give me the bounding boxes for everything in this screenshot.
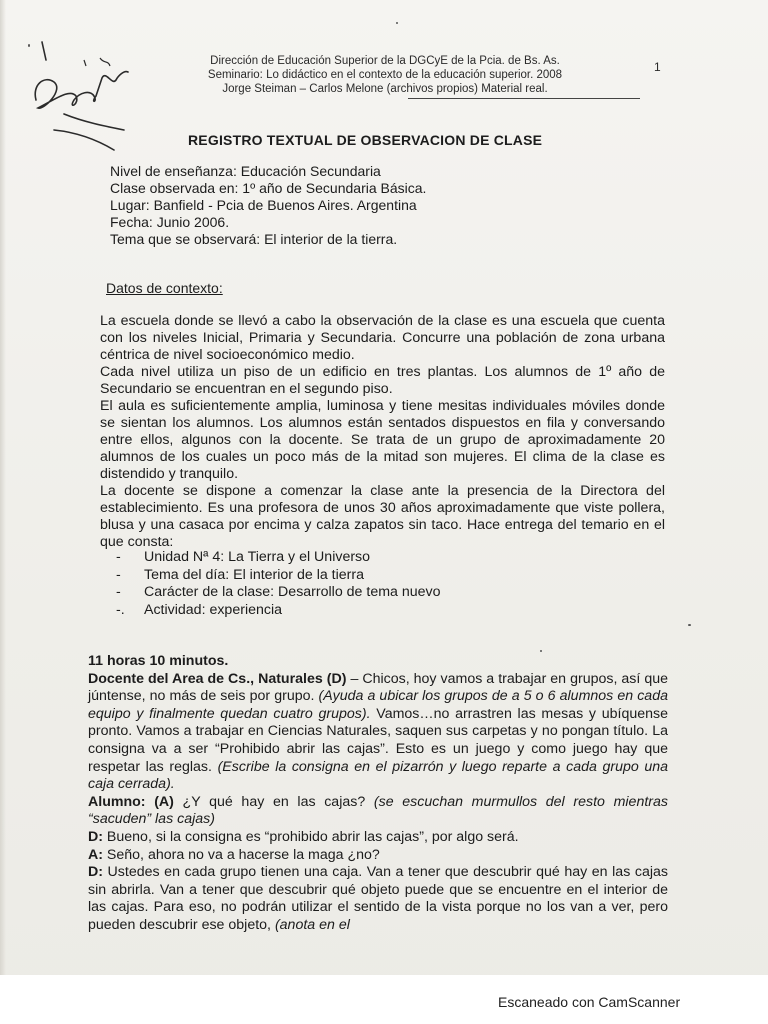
context-paragraph: Cada nivel utiliza un piso de un edificio en tres plantas. Los alumnos de 1º año de Secundario se encuentran en el segundo piso. [100, 364, 665, 397]
context-paragraph: La docente se dispone a comenzar la clase ante la presencia de la Directora del establecimiento. Es una profesora de unos 30 años aproximadamente que viste pollera, blusa y una casaca por encima y calza zapatos sin taco. Hace entrega del temario en el que consta: [100, 483, 665, 550]
meta-place: Lugar: Banfield - Pcia de Buenos Aires. Argentina [110, 197, 417, 213]
meta-level: Nivel de enseñanza: Educación Secundaria [110, 163, 381, 179]
class-transcript [88, 653, 668, 935]
dialogue-turn [88, 829, 668, 847]
header-line-2: Seminario: Lo didáctico en el contexto de la educación superior. 2008 [207, 69, 563, 81]
list-item-text: Actividad: experiencia [144, 601, 283, 618]
list-item-text: Tema del día: El interior de la tierra [144, 566, 365, 583]
scan-speck [540, 650, 542, 652]
scan-speck [688, 624, 691, 626]
list-item [116, 567, 441, 585]
speech-text: Seño, ahora no va a hacerse la maga ¿no? [102, 846, 380, 863]
stage-direction: (se escuchan murmullos del resto mientras “sacuden” las cajas) [88, 793, 668, 828]
header-line-1: Dirección de Educación Superior de la DGCyE de la Pcia. de Bs. As. [210, 55, 560, 67]
speaker-label: A: [88, 846, 103, 863]
dialogue-turn [88, 847, 668, 865]
speech-text: Ustedes en cada grupo tienen una caja. Van a tener que descubrir qué hay en las cajas sin abrirla. Van a tener que descubrir qué objeto puede que se encuentre en el interior de las cajas. Para eso, no podrán utilizar el sentido de la vista porque no los van a ver, pero pueden descubrir ese objeto, [88, 864, 668, 933]
context-heading: Datos de contexto: [106, 280, 223, 296]
speech-text: – Chicos, hoy vamos a trabajar en grupos, así que júntense, no más de seis por grupo. [88, 670, 668, 705]
dialogue-turn [88, 794, 668, 829]
meta-class: Clase observada en: 1º año de Secundaria Básica. [110, 180, 427, 196]
dialogue-turn [88, 864, 668, 934]
stage-direction: (Ayuda a ubicar los grupos de a 5 o 6 alumnos en cada equipo y finalmente quedan cuatro grupos). [88, 688, 668, 722]
speech-text: Bueno, si la consigna es “prohibido abrir las cajas”, por algo será. [102, 828, 519, 845]
list-item [116, 549, 441, 567]
scanner-watermark: Escaneado con CamScanner [498, 994, 681, 1010]
document-header [150, 54, 620, 96]
list-item [116, 584, 441, 602]
handwritten-signature [24, 30, 144, 160]
speech-text: ¿Y qué hay en las cajas? [173, 793, 374, 810]
list-item [116, 602, 441, 620]
observation-metadata [110, 163, 426, 248]
context-body [100, 313, 665, 551]
page-number: 1 [654, 60, 661, 74]
meta-topic: Tema que se observará: El interior de la tierra. [110, 231, 398, 247]
context-paragraph: El aula es suficientemente amplia, luminosa y tiene mesitas individuales móviles donde se sientan los alumnos. Los alumnos están sentados dispuestos en fila y conversando entre ellos, algunos con la docente. Se trata de un grupo de aproximadamente 20 alumnos de los cuales un poco más de la mitad son mujeres. El clima de la clase es distendido y tranquilo. [100, 398, 665, 482]
list-item-text: Unidad Nª 4: La Tierra y el Universo [144, 549, 371, 565]
speaker-label: Alumno: (A) [88, 793, 174, 810]
stage-direction: (anota en el [274, 916, 350, 933]
syllabus-list [116, 549, 441, 619]
time-stamp: 11 horas 10 minutos. [88, 653, 229, 669]
header-rule [408, 98, 640, 99]
stage-direction: (Escribe la consigna en el pizarrón y luego reparte a cada grupo una caja cerrada). [88, 758, 669, 793]
header-line-3: Jorge Steiman – Carlos Melone (archivos propios) Material real. [222, 83, 548, 95]
bullet-dash: - [116, 549, 121, 565]
scan-speck [28, 44, 30, 47]
speaker-label: D: [88, 864, 103, 881]
bullet-dash: - [116, 584, 121, 600]
bullet-dash: -. [116, 601, 125, 618]
speaker-label: D: [88, 828, 103, 845]
list-item-text: Carácter de la clase: Desarrollo de tema nuevo [144, 584, 441, 600]
page-edge-shadow [0, 0, 6, 1024]
dialogue-turn [88, 671, 668, 794]
meta-date: Fecha: Junio 2006. [110, 214, 230, 230]
scan-speck [396, 22, 398, 24]
speaker-label: Docente del Area de Cs., Naturales (D) [88, 670, 347, 687]
context-paragraph: La escuela donde se llevó a cabo la observación de la clase es una escuela que cuenta con los niveles Inicial, Primaria y Secundaria. Concurre una población de zona urbana céntrica de nivel socioeconómico medio. [100, 313, 665, 363]
bullet-dash: - [116, 566, 121, 583]
document-title: REGISTRO TEXTUAL DE OBSERVACION DE CLASE [188, 132, 543, 148]
speech-text: Vamos…no arrastren las mesas y ubíquense pronto. Vamos a trabajar en Ciencias Naturales, saquen sus carpetas y no pongan título. La consigna va a ser “Prohibido abrir las cajas”. Esto es un juego y como juego hay que respetar las reglas. [88, 705, 668, 775]
